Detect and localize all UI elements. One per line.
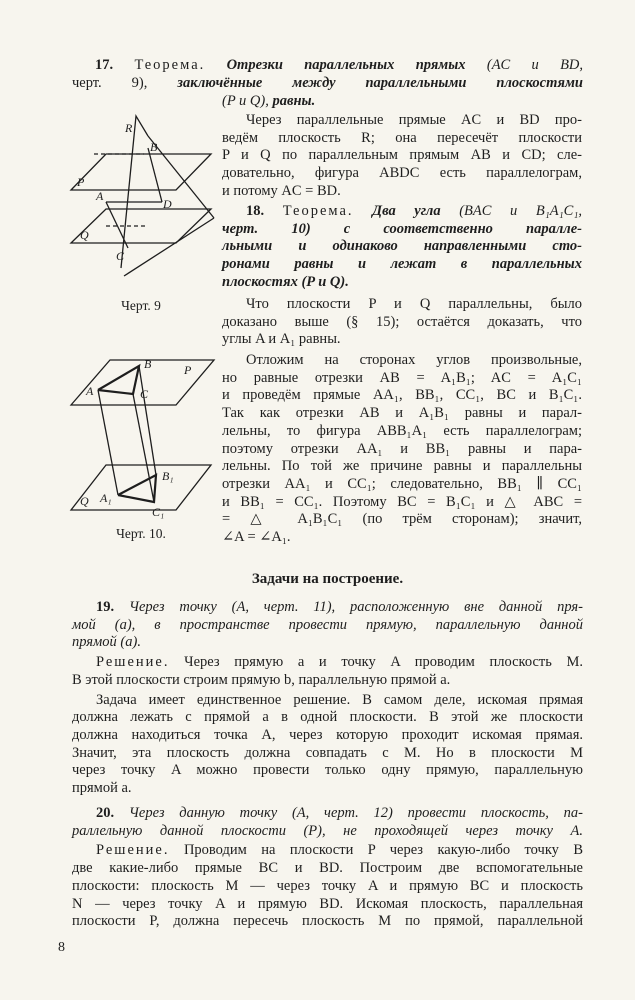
theorem-18-paragraph-2 — [222, 352, 582, 547]
label-c: C — [116, 249, 125, 263]
paragraph-line: отрезки AA₁ и CC₁; следовательно, BB₁ ∥ CC₁ — [222, 475, 582, 492]
theorem-17-proof — [222, 112, 582, 201]
theorem-17-kind: Теорема. — [134, 57, 206, 73]
line-bb1 — [139, 366, 156, 475]
figure-10-drawing — [66, 350, 216, 520]
theorem-17-statement-c: равны. — [272, 93, 316, 109]
figure-9 — [66, 108, 216, 323]
label-b: B — [144, 357, 152, 371]
paragraph-line: и проведём прямые AA₁, BB₁, CC₁, BC и B₁C₁. — [222, 387, 582, 404]
problem-19-statement-line: прямой (a). — [72, 634, 141, 651]
label-c: C — [140, 387, 149, 401]
theorem-18-head-ref: (BAC и B₁A₁C₁, — [459, 203, 583, 219]
label-p: P — [77, 175, 85, 189]
proof-line: P и Q по параллельным прямым AB и CD; сле- — [222, 147, 582, 164]
problem-19-statement-line: мой (a), в пространстве провести прямую, параллельную данной — [72, 616, 583, 633]
problem-20-solution-line: плоскости P, должна пересечь плоскость M по прямой, параллельной — [72, 913, 583, 930]
problem-19-discussion-line: должна находиться точка A, через которую проходит искомая прямая. — [72, 726, 583, 743]
theorem-17-number: 17. — [95, 57, 114, 73]
paragraph-line: лельны, то фигура ABB₁A₁ есть параллелограм; — [222, 422, 582, 439]
label-a: A — [86, 384, 94, 398]
problem-20-solution-line: две какие-либо прямые BC и BD. Построим две вспомогательные — [72, 860, 583, 877]
label-q: Q — [80, 494, 89, 508]
paragraph-line: лельны. По той же причине равны и параллельны — [222, 458, 582, 475]
proof-line: Через параллельные прямые AC и BD про- — [246, 112, 582, 128]
theorem-18-line: плоскостях (P и Q). — [222, 273, 349, 290]
problem-20-solution-label: Решение. — [96, 842, 170, 859]
label-q: Q — [80, 228, 89, 242]
theorem-17-ref-a: (AC и BD, — [486, 57, 584, 73]
problem-20-statement-line: 20. Через данную точку (A, черт. 12) провести плоскость, па- — [96, 805, 583, 821]
problem-19-solution-line: Решение. Через прямую a и точку A проводим плоскость M. — [96, 654, 583, 671]
paragraph-line: Так как отрезки AB и A₁B₁ равны и парал- — [222, 405, 582, 422]
theorem-17-heading-line2 — [72, 75, 583, 93]
label-a1: A₁ — [100, 491, 112, 505]
theorem-18-line: льными и одинаково направленными сто- — [222, 238, 582, 255]
theorem-18-paragraph-1 — [222, 296, 582, 349]
plane-r-left — [121, 116, 148, 268]
label-p: P — [184, 363, 192, 377]
theorem-17-ref-b: черт. 9), — [72, 75, 148, 91]
label-r: R — [125, 121, 133, 135]
theorem-18-line: ронами равны и лежат в параллельных — [222, 256, 582, 273]
theorem-17-heading-line3 — [222, 93, 582, 111]
figure-10 — [66, 350, 216, 550]
problem-19-discussion-line: через точку A можно провести только одну прямую, параллельную — [72, 762, 583, 779]
problem-20-number: 20. — [96, 805, 115, 821]
proof-line: и потому AC = BD. — [222, 182, 341, 199]
problem-20 — [72, 805, 583, 931]
angle-b1a1c1 — [118, 475, 156, 502]
problem-20-solution-line: N — через точку A и прямую BD. Искомая плоскость, параллельная — [72, 895, 583, 912]
theorem-18-line: черт. 10) с соответственно паралле- — [222, 220, 582, 237]
paragraph-line: поэтому отрезки AA₁ и BB₁ равны и пара- — [222, 440, 582, 457]
label-d: D — [163, 197, 172, 211]
theorem-17-ref-c: (P и Q), — [222, 93, 269, 109]
theorem-18 — [222, 203, 582, 292]
theorem-17-heading — [95, 57, 583, 75]
paragraph-line: углы A и A₁ равны. — [222, 331, 341, 348]
paragraph-line: доказано выше (§ 15); остаётся доказать, что — [222, 313, 582, 330]
plane-q — [71, 465, 211, 510]
problem-20-solution-line: Решение. Проводим на плоскости P через какую-либо точку B — [96, 842, 584, 859]
label-b1: B₁ — [162, 469, 174, 483]
paragraph-line: Отложим на сторонах углов произвольные, — [246, 352, 582, 368]
problem-19 — [72, 599, 583, 798]
problem-19-discussion-line: Значит, эта плоскость должна совпадать с M. Но в плоскости M — [72, 744, 583, 761]
paragraph-line: = △ A₁B₁C₁ (по трём сторонам); значит, — [222, 511, 582, 528]
problem-19-discussion-line: должна лежать с прямой a в одной плоскости. В этой же плоскости — [72, 709, 583, 726]
label-c1: C₁ — [152, 505, 165, 519]
plane-r-right — [148, 136, 214, 218]
label-a: A — [96, 189, 104, 203]
paragraph-line: ∠A = ∠A₁. — [222, 529, 291, 546]
theorem-18-head-statement: Два угла — [372, 203, 441, 219]
theorem-18-number: 18. — [246, 203, 265, 219]
proof-line: ведём плоскость R; она пересечёт плоскости — [222, 129, 582, 146]
theorem-18-kind: Теорема. — [282, 203, 354, 219]
theorem-18-heading — [222, 203, 582, 221]
problem-19-solution-label: Решение. — [96, 654, 170, 671]
problem-20-solution-line: плоскости: плоскость M — через точку A и прямую BC и плоскость — [72, 877, 583, 894]
figure-9-caption: Черт. 9 — [121, 298, 161, 313]
plane-p — [71, 154, 211, 190]
page-number: 8 — [58, 940, 65, 955]
theorem-17-statement-a: Отрезки параллельных прямых — [226, 57, 466, 73]
label-b: B — [150, 140, 158, 154]
problem-19-discussion-line: Задача имеет единственное решение. В самом деле, искомая прямая — [96, 691, 583, 708]
paragraph-line: Что плоскости P и Q параллельны, было — [246, 296, 582, 312]
problem-19-statement-line: 19. Через точку (A, черт. 11), расположенную вне данной пря- — [96, 599, 583, 615]
line-aa1 — [98, 390, 118, 495]
problem-19-number: 19. — [96, 599, 115, 615]
line-bd — [148, 148, 162, 202]
paragraph-line: и BB₁ = CC₁. Поэтому BC = B₁C₁ и △ ABC = — [222, 493, 582, 510]
plane-r-bottom — [124, 218, 214, 276]
problem-19-solution-line: В этой плоскости строим прямую b, параллельную прямой a. — [72, 671, 451, 688]
paragraph-line: но равные отрезки AB = A₁B₁; AC = A₁C₁ — [222, 369, 582, 386]
section-heading: Задачи на построение. — [251, 571, 404, 587]
problem-20-statement-line: раллельную данной плоскости (P), не проходящей через точку A. — [72, 822, 583, 839]
figure-10-caption: Черт. 10. — [116, 526, 166, 541]
problem-19-discussion-line: прямой a. — [72, 780, 132, 797]
theorem-17-statement-b: заключённые между параллельными плоскостями — [177, 75, 583, 91]
proof-line: довательно, фигура ABDC есть параллелограм, — [222, 165, 582, 182]
figure-9-drawing — [66, 108, 216, 298]
angle-bac — [98, 366, 139, 394]
